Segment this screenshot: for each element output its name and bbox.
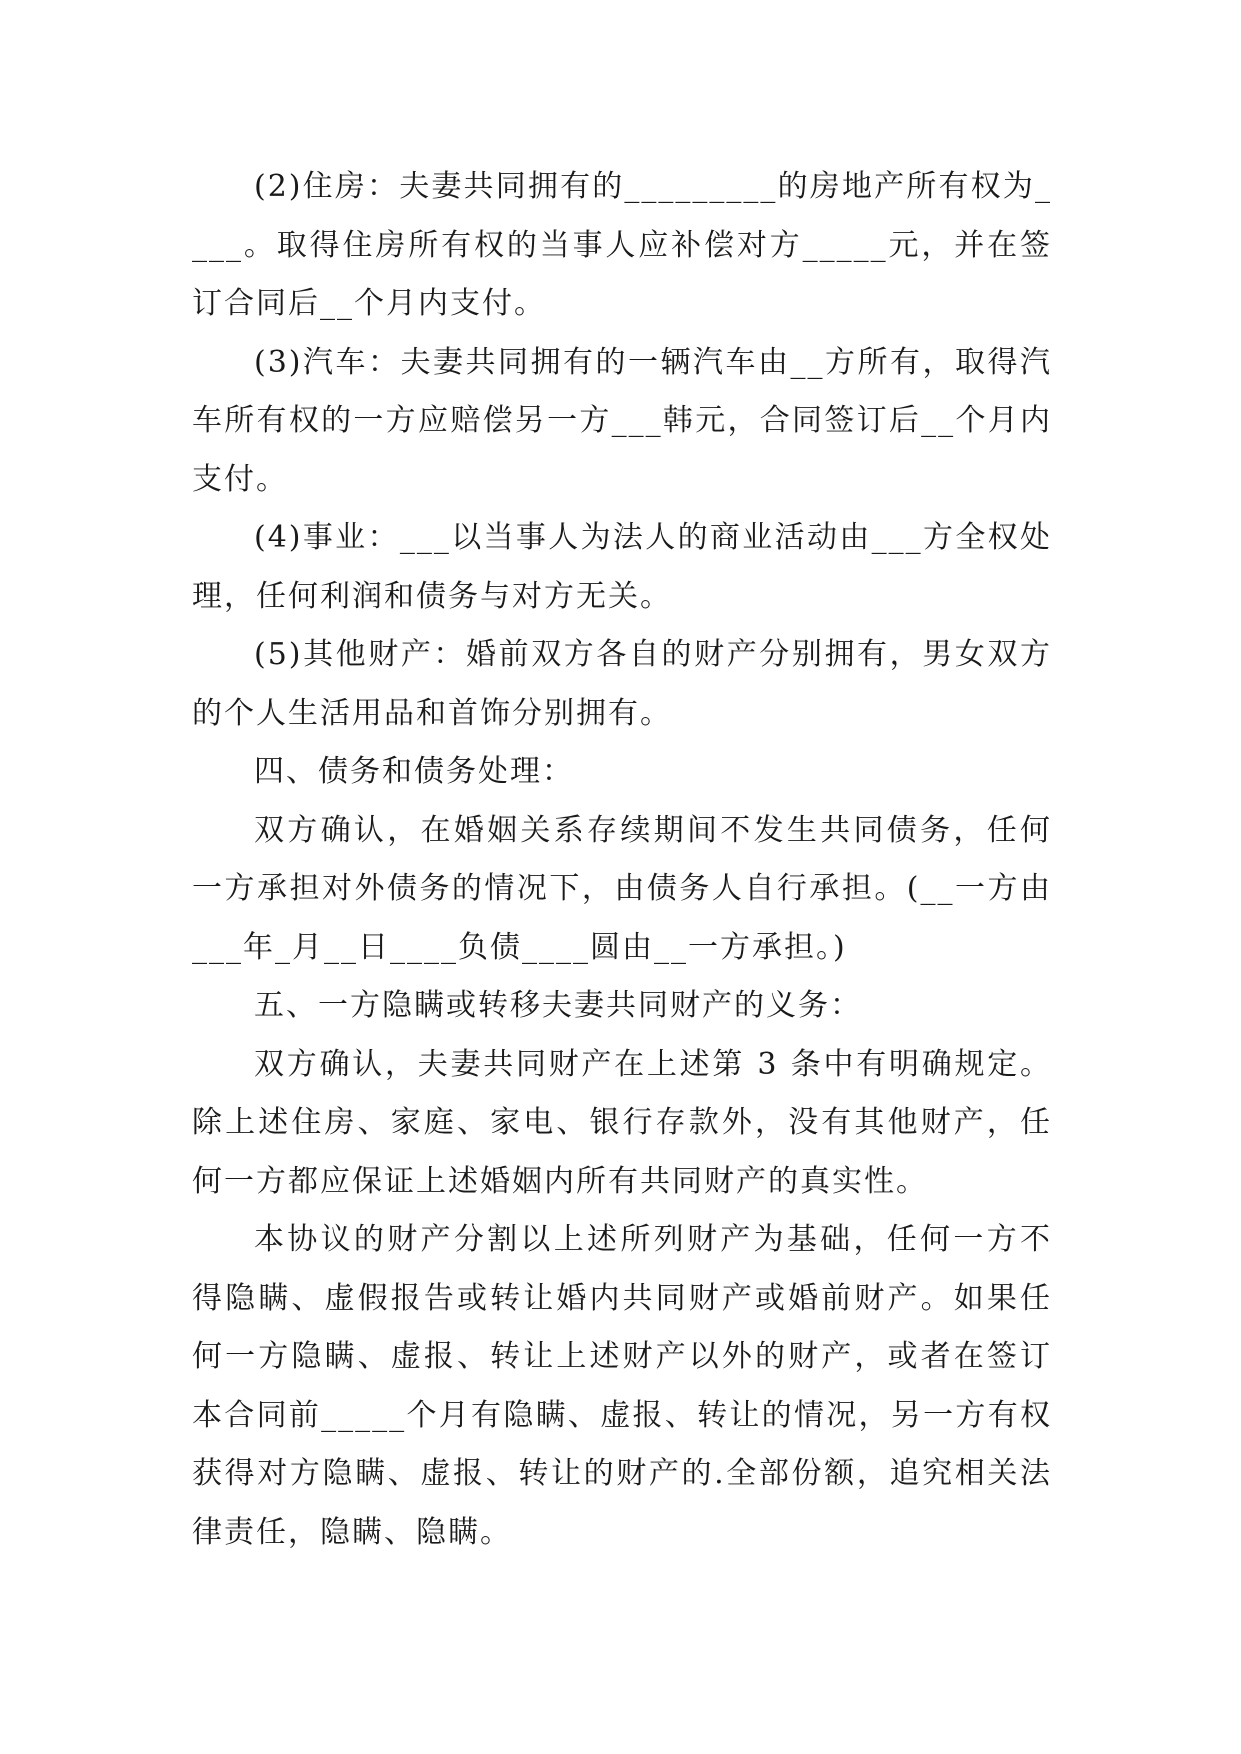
paragraph-car: (3)汽车：夫妻共同拥有的一辆汽车由__方所有，取得汽车所有权的一方应赔偿另一方___韩元，合同签订后__个月内支付。 [192,344,1052,497]
document-body [192,158,1052,1562]
paragraph-debts: 双方确认，在婚姻关系存续期间不发生共同债务，任何一方承担对外债务的情况下，由债务人自行承担。(__一方由___年_月__日____负债____圆由__一方承担。) [192,812,1052,965]
paragraph-housing: (2)住房：夫妻共同拥有的_________的房地产所有权为____。取得住房所有权的当事人应补偿对方_____元，并在签订合同后__个月内支付。 [192,169,1052,321]
paragraph-other-property: (5)其他财产：婚前双方各自的财产分别拥有，男女双方的个人生活用品和首饰分别拥有。 [192,637,1052,731]
paragraph-common-property: 双方确认，夫妻共同财产在上述第 3 条中有明确规定。除上述住房、家庭、家电、银行存款外，没有其他财产，任何一方都应保证上述婚姻内所有共同财产的真实性。 [192,1046,1052,1199]
section-heading-concealment: 五、一方隐瞒或转移夫妻共同财产的义务： [254,988,862,1023]
section-heading-debts: 四、债务和债务处理： [254,754,574,789]
paragraph-business: (4)事业：___以当事人为法人的商业活动由___方全权处理，任何利润和债务与对方无关。 [192,520,1052,614]
paragraph-property-division: 本协议的财产分割以上述所列财产为基础，任何一方不得隐瞒、虚假报告或转让婚内共同财产或婚前财产。如果任何一方隐瞒、虚报、转让上述财产以外的财产，或者在签订本合同前_____个月有隐瞒、虚报、转让的情况，另一方有权获得对方隐瞒、虚报、转让的财产的.全部份额，追究相关法律责任，隐瞒、隐瞒。 [192,1222,1052,1550]
